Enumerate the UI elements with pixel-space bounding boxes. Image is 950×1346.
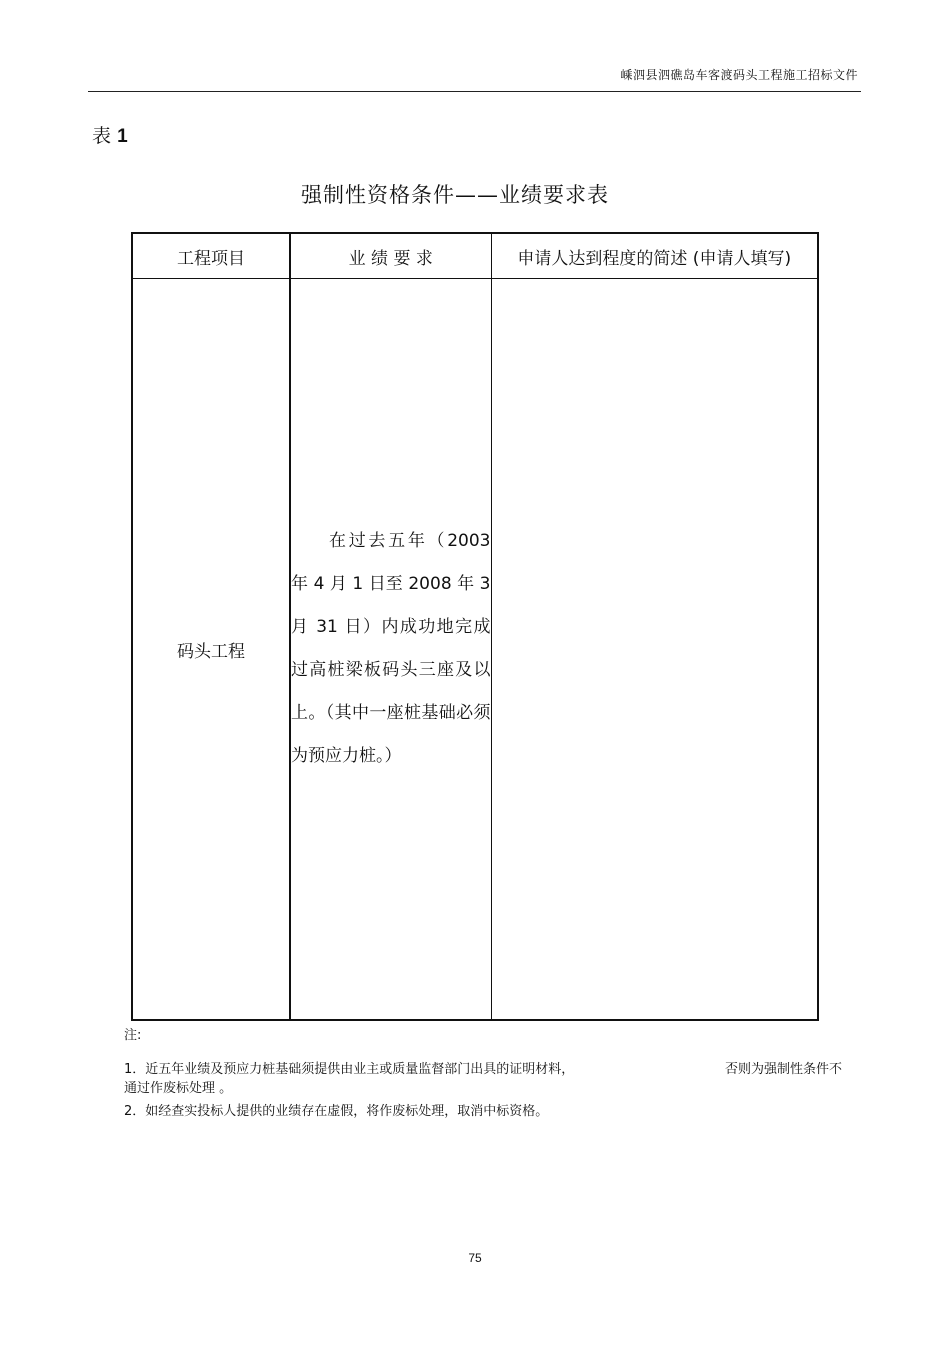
header-divider [88, 91, 861, 92]
note-item-2: 2．如经查实投标人提供的业绩存在虚假，将作废标处理，取消中标资格。 [124, 1104, 549, 1119]
requirement-cell [290, 279, 491, 1021]
requirement-text: 在过去五年（2003年 4 月 1 日至 2008 年 3 月 31 日）内成功地完成过高桩梁板码头三座及以上。（其中一座桩基础必须为预应力桩。） [291, 531, 491, 766]
table-label-number: 1 [117, 126, 128, 147]
project-cell: 码头工程 [132, 279, 290, 1021]
note-1-left-text: 1．近五年业绩及预应力桩基础须提供由业主或质量监督部门出具的证明材料， [124, 1062, 575, 1077]
document-header-title: 嵊泗县泗礁岛车客渡码头工程施工招标文件 [620, 68, 858, 82]
performance-requirements-table [131, 232, 819, 1021]
document-title: 强制性资格条件——业绩要求表 [301, 183, 609, 207]
table-row [132, 279, 818, 1021]
note-1-right-text: 否则为强制性条件不 [724, 1062, 842, 1077]
table-header-row [132, 233, 818, 279]
column-header-project: 工程项目 [132, 233, 290, 279]
notes-label: 注: [124, 1028, 142, 1043]
page-number: 75 [468, 1251, 482, 1265]
applicant-description-cell[interactable] [491, 279, 818, 1021]
table-label-prefix: 表 [92, 125, 112, 147]
note-1-continuation: 通过作废标处理 。 [124, 1081, 233, 1096]
note-item-1 [124, 1060, 844, 1098]
table-label [92, 121, 128, 148]
column-header-requirement: 业 绩 要 求 [290, 233, 491, 279]
column-header-applicant-description: 申请人达到程度的简述 (申请人填写) [491, 233, 818, 279]
